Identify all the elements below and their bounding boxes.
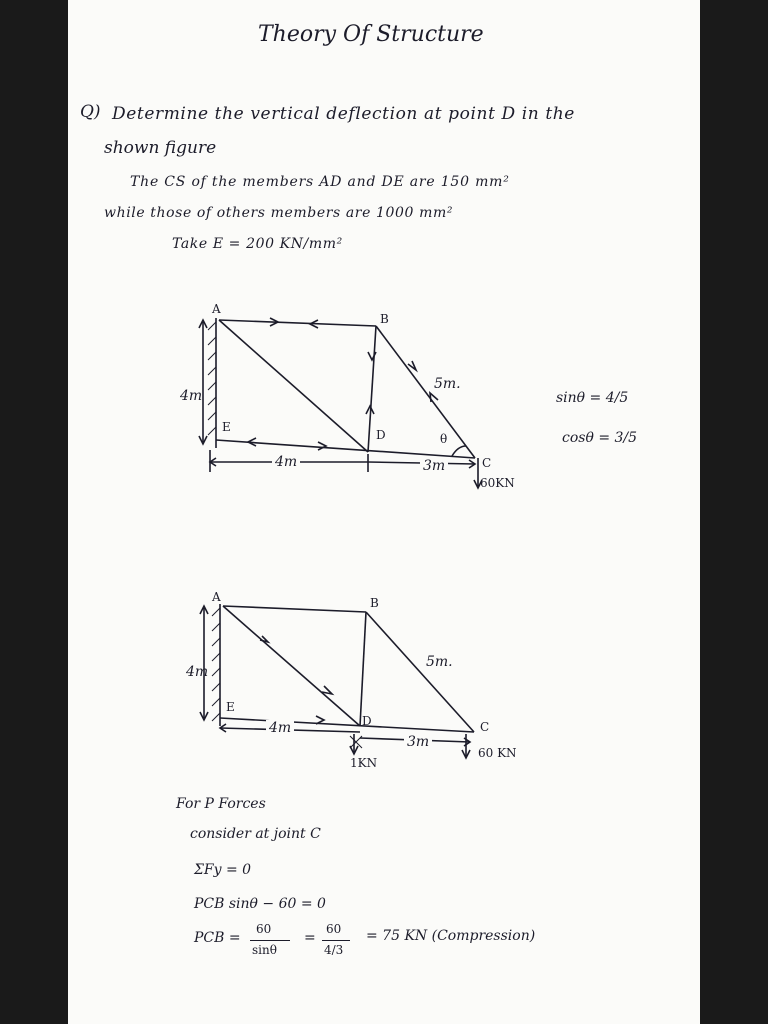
fig2-dim-right: 3m: [404, 734, 432, 750]
question-line-4: while those of others members are 1000 mm²: [104, 205, 454, 221]
fraction-2-denominator: 4/3: [324, 943, 344, 957]
fig1-angle-label: θ: [440, 432, 448, 446]
fig2-dim-height: 4m: [186, 664, 209, 680]
fig2-label-E: E: [226, 700, 235, 714]
fig2-label-C: C: [480, 720, 490, 734]
solution-line-3: ΣFy = 0: [194, 862, 252, 878]
member-ED-DC-2: [220, 718, 474, 732]
fig1-label-B: B: [380, 312, 389, 326]
fig2-label-A: A: [212, 590, 221, 604]
member-BC-2: [366, 612, 474, 732]
fraction-2-bar: [322, 940, 350, 941]
member-AD-2: [223, 606, 360, 726]
member-AB-2: [223, 606, 366, 612]
solution-line-1: For P Forces: [176, 796, 266, 812]
fraction-1-bar: [250, 940, 290, 941]
fraction-2-numerator: 60: [326, 922, 342, 936]
solution-line-4: PCB sinθ − 60 = 0: [194, 896, 326, 912]
fig2-label-B: B: [370, 596, 379, 610]
fig2-unit-load-label: 1KN: [350, 756, 378, 770]
question-line-2: shown figure: [104, 138, 217, 158]
fig1-label-C: C: [482, 456, 492, 470]
fig2-label-D: D: [362, 714, 372, 728]
fig1-label-D: D: [376, 428, 386, 442]
question-line-1: Determine the vertical deflection at point D in the: [112, 104, 575, 124]
fig1-label-E: E: [222, 420, 231, 434]
equals-sign: =: [304, 930, 316, 946]
fig2-dim-left: 4m: [266, 720, 294, 736]
fig2-dim-incline: 5m.: [426, 654, 453, 670]
fig1-dim-left: 4m: [272, 454, 300, 470]
trig-cos: cosθ = 3/5: [562, 430, 638, 446]
member-BD-2: [360, 612, 366, 726]
question-line-3: The CS of the members AD and DE are 150 mm²: [130, 174, 510, 190]
solution-line-5-lhs: PCB =: [194, 930, 241, 946]
fig1-dim-right: 3m: [420, 458, 448, 474]
fraction-1-denominator: sinθ: [252, 943, 277, 957]
question-label: Q): [80, 102, 101, 122]
trig-sin: sinθ = 4/5: [556, 390, 629, 406]
fig1-load-label: 60KN: [480, 476, 515, 490]
solution-line-2: consider at joint C: [190, 826, 321, 842]
fig1-dim-height: 4m: [180, 388, 203, 404]
page-title: Theory Of Structure: [258, 22, 484, 47]
solution-result: = 75 KN (Compression): [366, 928, 536, 944]
fig1-dim-incline: 5m.: [434, 376, 461, 392]
fig1-label-A: A: [212, 302, 221, 316]
question-line-5: Take E = 200 KN/mm²: [172, 236, 343, 252]
fig2-load-label: 60 KN: [478, 746, 517, 760]
fraction-1-numerator: 60: [256, 922, 272, 936]
